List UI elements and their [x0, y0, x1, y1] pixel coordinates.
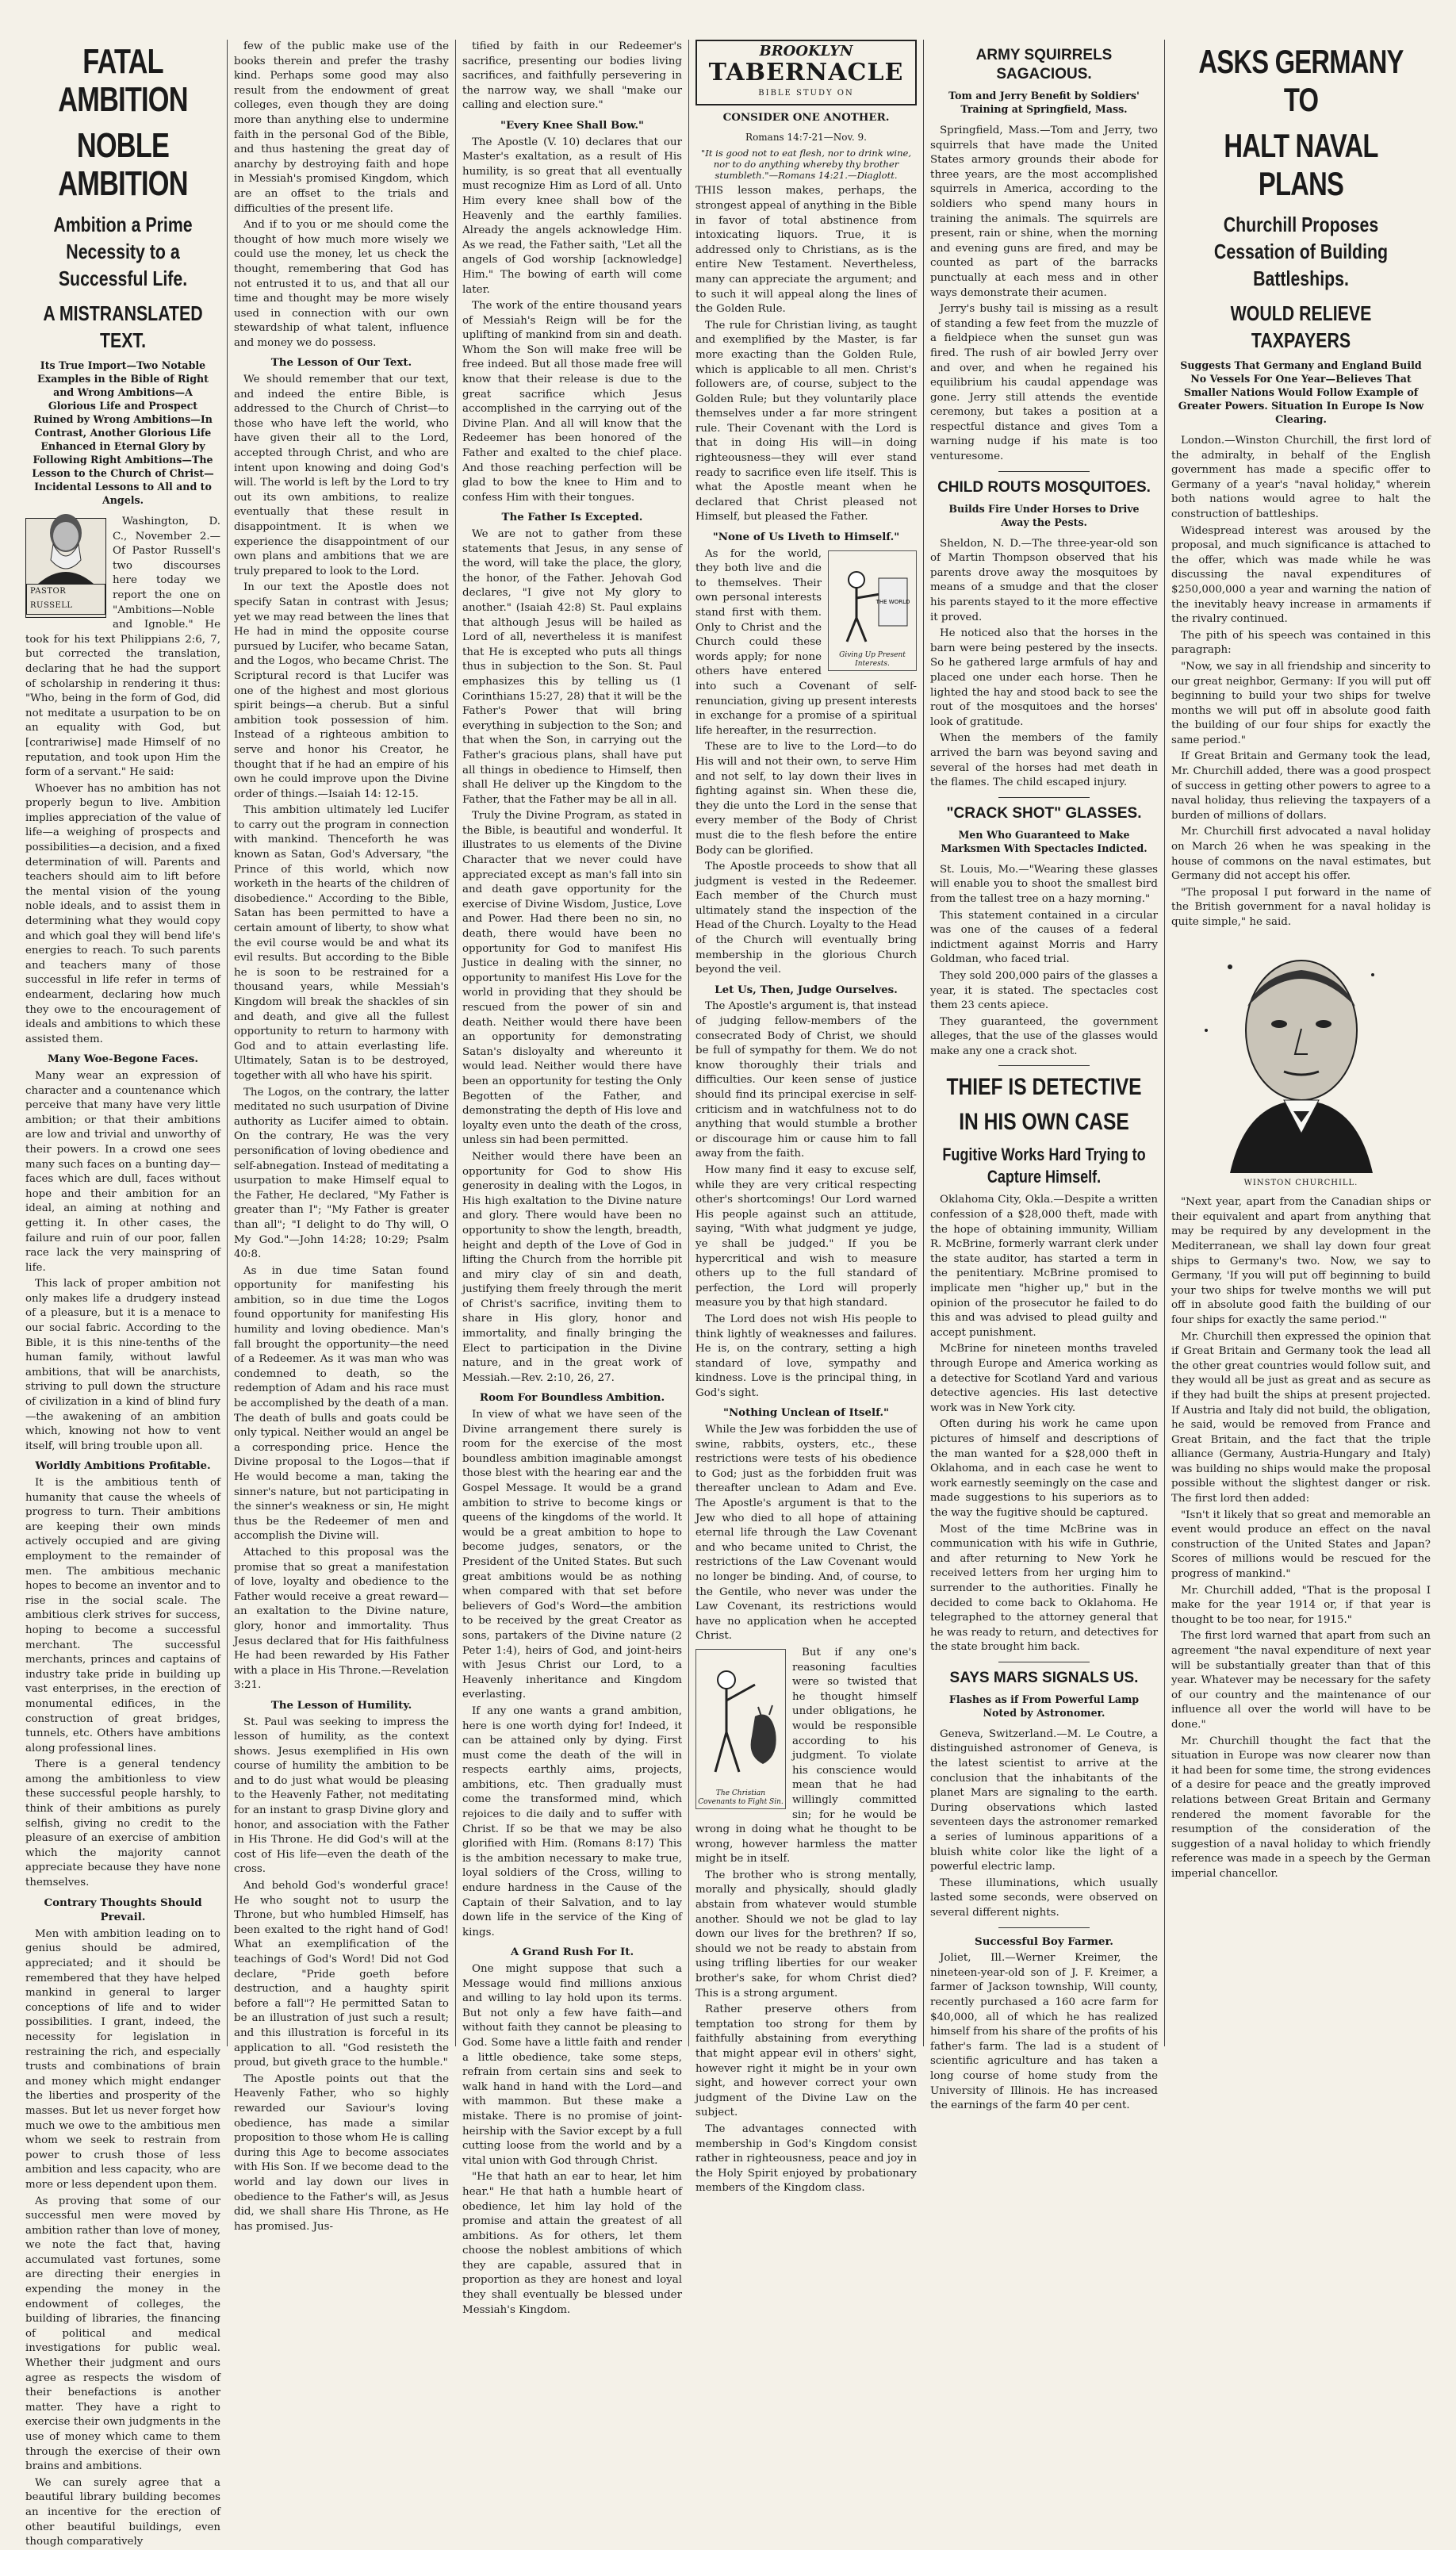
- headline-own-case: IN HIS OWN CASE: [959, 1109, 1129, 1136]
- column-5: [923, 40, 1164, 2112]
- paragraph: This ambition ultimately led Lucifer to carry out the program in connection with mankind. Thenceforth he was known as Satan, God's Adversary, "the Prince of this world, which now worketh in the hearts of the children of disobedience." According to the Bible, Satan has been permitted to have a certain amount of liberty, to show what the evil course would be and what its evil results. But according to the Bible he is soon to be restrained for a thousand years, while Messiah's Kingdom will break the shackles of sin and death, and give all the fullest opportunity to return to harmony with God and to attain everlasting life. Ultimately, Satan is to be destroyed, together with all who have his spirit.: [234, 804, 449, 1082]
- paragraph: St. Paul was seeking to impress the lesson of humility, as the context shows. Jesus exemplified in His own course of humility the ambition to be and to do just what would be pleasing to the Heavenly Father, not meditating for an instant to grasp Divine glory and honor, and association with the Father in His Throne. He did God's will at the cost of His life—even the death of the cross.: [234, 1716, 449, 1876]
- paragraph: While the Jew was forbidden the use of swine, rabbits, oysters, etc., these restrictions were tests of his obedience to God; just as the forbidden fruit was thereafter unclean to Adam and Eve. The Apostle's argument is that to the Jew who died to all hope of attaining eternal life through the Law Covenant and who became united to Christ, the restrictions of the Law Covenant would no longer be binding. And, of course, to the Gentile, who never was under the Law Covenant, its restrictions would have no application when he accepted Christ.: [695, 1424, 917, 1643]
- paragraph: As proving that some of our successful men were moved by ambition rather than love of money, we note the fact that, having accumulated vast fortunes, some are directing their energies in expending the money in the endowment of colleges, the building of libraries, the financing of political and medical investigations for public weal. Whether their judgment and ours agree as respects the wisdom of their benefactions is another matter. They have a right to exercise their own judgments in the use of money which came to them through the exercise of their own brains and ambitions.: [25, 2195, 220, 2473]
- subhead-ambition: Ambition a Prime Necessity to a Successful Life.: [53, 213, 193, 290]
- section-heading: Worldly Ambitions Profitable.: [35, 1459, 211, 1473]
- paragraph: These are to live to the Lord—to do His will and not their own, to serve Him and not self, to lay down their lives in fighting against sin. When these die, they die unto the Lord in the sense that every member of the Body of Christ must die to the flesh before the entire Body can be glorified.: [695, 741, 917, 857]
- paragraph: The Lord does not wish His people to think lightly of weaknesses and failures. He is, on the contrary, setting a high standard of love, sympathy and kindness. Love is the principal thing, in God's sight.: [695, 1313, 917, 1399]
- paragraph: THIS lesson makes, perhaps, the strongest appeal of anything in the Bible in favor of total abstinence from intoxicating liquors. True, it is addressed only to Christians, as is the entire New Testament. Nevertheless, many can appreciate the argument; and to such it will appeal along the lines of the Golden Rule.: [695, 185, 917, 316]
- section-heading: The Father Is Excepted.: [501, 511, 643, 524]
- paragraph: As for the world, they both live and die to themselves. Their own personal interests stand first with them. Only to Christ and the Church could these words apply; for none others have entered into such a Covenant of self-renunciation, giving up present interests in exchange for a promise of a spiritual life hereafter, in the resurrection.: [695, 547, 917, 737]
- column-4: [688, 40, 923, 2195]
- paragraph: The work of the entire thousand years of Messiah's Reign will be for the uplifting of mankind from sin and death. Whom the Son will make free will be free indeed. But all those made free will know that their release is due to the great sacrifice which Jesus accomplished in the carrying out of the Divine Plan. And all will know that the Redeemer has been honored of the Father and exalted to the chief place. And those reaching perfection will be glad to bow the knee to Him and to confess Him with their tongues.: [462, 300, 682, 504]
- paragraph: The Apostle proceeds to show that all judgment is vested in the Redeemer. Each member of the Church must ultimately stand the inspection of the Head of the Church. Loyalty to the Head of the Church will eventually bring membership in the glorious Church beyond the veil.: [695, 861, 917, 976]
- paragraph: Men with ambition leading on to genius should be admired, appreciated; and it should be remembered that they have helped mankind in general to larger conceptions of life and to wider possibilities. I grant, indeed, the necessity for legislation in restraining the rich, and especially trusts and combinations of brain and money which might endanger the liberties and prosperity of the masses. But let us never forget how much we owe to the ambitious men whom we seek to restrain from power to crush those of less ambition and less capacity, who are more or less dependent upon them.: [25, 1927, 220, 2191]
- paragraph: But if any one's reasoning faculties were so twisted that he thought himself under obligations, he would be responsible according to his judgment. To violate his conscience would mean that he had willingly committed sin; for he would be wrong in doing what he thought to be wrong, however harmless the matter might be in itself.: [695, 1646, 917, 1866]
- article-deck: Suggests That Germany and England Build No Vessels For One Year—Believes That Smaller Nations Would Follow Example of Greater Powers. Situation In Europe Is Now Clearing.: [1178, 359, 1424, 425]
- masthead-tabernacle: TABERNACLE: [708, 58, 904, 86]
- paragraph: Neither would there have been an opportunity for God to show His generosity in dealing with the Logos, in His high exaltation to the Divine nature and glory. There would have been no opportunity to show the length, breadth, height and depth of the Love of God in lifting the Church from the horrible pit and miry clay of sin and death, justifying them freely through the merit of Christ's sacrifice, inviting them to share in His glory, honor and immortality, and finally bringing the Elect to participation in the Divine nature, and in the great work of Messiah.—Rev. 2:10, 26, 27.: [462, 1150, 682, 1384]
- section-heading: A Grand Rush For It.: [510, 1946, 634, 1959]
- paragraph: Springfield, Mass.—Tom and Jerry, two squirrels that have made the United States armory grounds their abode for three years, are the most accomplished squirrels in America, according to the soldiers who spend many hours in training the animals. The squirrels are present, rain or shine, when the morning and evening guns are fired, and may be counted as part of the barracks punctually at each mess and in other ways demonstrate their acumen.: [930, 125, 1158, 299]
- section-heading: "None of Us Liveth to Himself.": [712, 531, 900, 544]
- cartoon-world-label: THE WORLD: [876, 598, 910, 605]
- paragraph: Washington, D. C., November 2.—Of Pastor Russell's two discourses here today we report the one on "Ambitions—Noble and Ignoble." He took for his text Philippians 2:6, 7, but corrected the translation, declaring that he had the support of scholarship in rendering it thus: "Who, being in the form of God, did not meditate a usurpation to be on an equality with God, but [contrariwise] made Himself of no reputation, and took upon Him the form of a servant." He said:: [25, 516, 220, 779]
- paragraph: They sold 200,000 pairs of the glasses a year, it is stated. The spectacles cost them 23 cents apiece.: [930, 969, 1158, 1012]
- cartoon-caption: Giving Up Present Interests.: [839, 650, 906, 668]
- fight-sin-cartoon: [695, 1649, 786, 1809]
- subhead-relieve-taxpayers: WOULD RELIEVE TAXPAYERS: [1230, 301, 1372, 352]
- paragraph: We can surely agree that a beautiful library building becomes an incentive for the erection of other beautiful buildings, even though comparatively: [25, 2476, 220, 2548]
- paragraph: There is a general tendency among the ambitionless to view these successful people harshly, to think of their ambitions as purely selfish, giving no credit to the pleasure of an exercise of ambition which the majority cannot appreciate because they have none themselves.: [25, 1758, 220, 1889]
- subhead-fugitive: Fugitive Works Hard Trying to Capture Himself.: [942, 1145, 1146, 1187]
- paragraph: One might suppose that such a Message would find millions anxious and willing to lay hold upon its terms. But not only a few have faith—and without faith they cannot be pleasing to God. Some have a little faith and render a little obedience, take some steps, refrain from certain sins and seek to walk hand in hand with the Lord—and with mammon. But these make a mistake. There is no promise of joint-heirship with the Savior except by a full cutting loose from the world and by a vital union with God through Christ.: [462, 1963, 682, 2167]
- divider: [998, 1065, 1090, 1066]
- section-heading: The Lesson of Our Text.: [270, 356, 412, 370]
- paragraph: The first lord warned that apart from such an agreement "the naval expenditure of next year will be substantially greater than that of this year. Whatever may be necessary for the safety of our country and the maintenance of our influence all over the world will have to be done.": [1171, 1630, 1431, 1731]
- lesson-title: CONSIDER ONE ANOTHER.: [722, 111, 890, 125]
- paragraph: We are not to gather from these statements that Jesus, in any sense of the word, will take the place, the glory, the honor, of the Father. Jehovah God declares, "I give not My glory to another." (Isaiah 42:8) St. Paul explains that although Jesus will be hailed as Lord of all, nevertheless it is manifest that He is excepted who puts all things thus in subjection to the Son. St. Paul emphasizes this by telling us (1 Corinthians 15:27, 28) that it will be the Father's Power that will bring everything in subjection to the Son; and that when the Son, in carrying out the Father's gracious plans, shall have put all things in obedience to Himself, then shall He deliver up the Kingdom to the Father, that the Father may be all in all.: [462, 528, 682, 806]
- tabernacle-masthead: [695, 40, 917, 105]
- deck: Builds Fire Under Horses to Drive Away the Pests.: [948, 502, 1140, 528]
- section-heading: Contrary Thoughts Should Prevail.: [44, 1896, 202, 1924]
- column-1: [19, 40, 227, 2548]
- paragraph: When the members of the family arrived the barn was beyond saving and several of the horses had met death in the flames. The child escaped injury.: [930, 732, 1158, 789]
- paragraph: This statement contained in a circular was one of the causes of a federal indictment against Morris and Harry Goldman, who faced trial.: [930, 909, 1158, 966]
- paragraph: How many find it easy to excuse self, while they are very critical respecting other's shortcomings! Our Lord warned His people against such an attitude, saying, "With what judgment ye judge, ye shall be judged." If you be hypercritical and wish to measure others up to the full standard of perfection, the Lord will properly measure you by that high standard.: [695, 1164, 917, 1310]
- paragraph: As in due time Satan found opportunity for manifesting his ambition, so in due time the Logos found opportunity for manifesting His humility and loving obedience. Man's fall brought the opportunity—the need of a Redeemer. As it was man who was condemned to death, so the redemption of Adam and his race must be accomplished by the death of a man. The death of bulls and goats could be only typical. Neither would an angel be a corresponding price. Hence the Divine proposal to the Logos—that if He would become a man, taking the sinner's nature, but not participating in the sinner's weakness or sin, He might thus be the Redeemer of men and accomplish the Divine will.: [234, 1264, 449, 1543]
- paragraph: The rule for Christian living, as taught and exemplified by the Master, is far more exacting than the Golden Rule, which is applicable to all men. Christ's followers are, of course, subject to the Golden Rule; but they voluntarily place themselves under a far more stringent rule. Their Covenant with the Lord is that in doing His will—in doing righteousness—they will ever stand ready to sacrifice even life itself. This is what the Apostle meant when he declared that Christ pleased not Himself, but pleased the Father.: [695, 319, 917, 523]
- paragraph: Many wear an expression of character and a countenance which perceive that many have very little ambition; or that their ambitions are low and trivial and unworthy of their powers. In a crowd one sees many such faces on a bunting day—faces which are dull, faces without hope and their ambition for an ideal, an aiming at nothing and getting it. In other cases, the failure and ruin of our poor, fallen race lack the very mainspring of life.: [25, 1069, 220, 1274]
- portrait-caption: PASTOR RUSSELL: [26, 584, 105, 615]
- lesson-reference: Romans 14:7-21—Nov. 9.: [745, 131, 867, 143]
- divider: [998, 797, 1090, 798]
- portrait-illustration: [1182, 935, 1420, 1173]
- headline-crack-shot: "CRACK SHOT" GLASSES.: [946, 804, 1142, 822]
- paragraph: Geneva, Switzerland.—M. Le Coutre, a distinguished astronomer of Geneva, is the latest scientist to arrive at the conclusion that the inhabitants of the planet Mars are signaling to the earth. During observations which lasted seventeen days the astronomer remarked a series of luminous apparitions of a bluish white color like the light of a powerful electric lamp.: [930, 1727, 1158, 1873]
- paragraph: The pith of his speech was contained in this paragraph:: [1171, 629, 1431, 657]
- paragraph: The Logos, on the contrary, the latter meditated no such usurpation of Divine authority as Lucifer aimed to obtain. On the contrary, He was the very personification of loving obedience and self-abnegation. Instead of meditating a usurpation to make Himself equal to the Father, He declared, "My Father is greater than I"; "My Father is greater than all"; "I delight to do Thy will, O My God."—John 14:28; 10:29; Psalm 40:8.: [234, 1086, 449, 1261]
- article-deck: Its True Import—Two Notable Examples in the Bible of Right and Wrong Ambitions—A Glorious Life and Prospect Ruined by Wrong Ambitions—In Contrast, Another Glorious Life Enhanced in Eternal Glory by Following Right Ambitions—The Lesson to the Church of Christ—Incidental Lessons to All and to Angels.: [32, 359, 214, 506]
- paragraph: He noticed also that the horses in the barn were being pestered by the insects. So he gathered large armfuls of hay and placed one under each horse. Then he lighted the hay and stood back to see the rout of the mosquitoes and the horses' look of gratitude.: [930, 627, 1158, 728]
- paragraph: These illuminations, which usually lasted some seconds, were observed on several different nights.: [930, 1877, 1158, 1919]
- paragraph: Joliet, Ill.—Werner Kreimer, the nineteen-year-old son of J. F. Kreimer, a farmer of Jackson township, Will county, recently purchased a 160 acre farm for $40,000, all of which he has realized himself from his share of the profits of his father's farm. The lad is a student of scientific agriculture and has taken a long course of home study from the University of Illinois. He has increased the earnings of the farm 40 per cent.: [930, 1952, 1158, 2112]
- deck: Tom and Jerry Benefit by Soldiers' Training at Springfield, Mass.: [948, 90, 1140, 115]
- section-heading: Many Woe-Begone Faces.: [47, 1053, 198, 1066]
- paragraph: Mr. Churchill first advocated a naval holiday on March 26 when he was speaking in the house of commons on the naval estimates, but Germany did not accept his offer.: [1171, 826, 1431, 883]
- paragraph: St. Louis, Mo.—"Wearing these glasses will enable you to shoot the smallest bird from the tallest tree on a hazy morning.": [930, 863, 1158, 905]
- cartoon-caption: The Christian Covenants to Fight Sin.: [698, 1789, 784, 1806]
- paragraph: The Apostle points out that the Heavenly Father, who so highly rewarded our Saviour's loving obedience, has made a similar proposition to those whom He is calling during this Age to become associates with His Son. If we become dead to the world and lay down our lives in obedience to the Father's will, as Jesus did, we shall share His Throne, as He has promised. Jus-: [234, 2073, 449, 2233]
- headline-army-squirrels: ARMY SQUIRRELS SAGACIOUS.: [975, 47, 1113, 82]
- paragraph: The brother who is strong mentally, morally and physically, should gladly abstain from whatever would stumble another. Should we not be glad to lay down our lives for the brethren? If so, should we not be ready to abstain from using trifling liberties for our weaker brother's sake, for whom Christ died? This is a strong argument.: [695, 1869, 917, 2000]
- divider: [998, 471, 1090, 472]
- paragraph: Mr. Churchill then expressed the opinion that if Great Britain and Germany took the lead all the other great countries would follow suit, and they would all be just as great and as secure as if they had built the ships at present projected. If Austria and Italy did not build, the obligation, he said, would be removed from France and Great Britain, and the fact that the triple alliance (Germany, Austria-Hungary and Italy) was building no ships would make the proposal possible without the slightest danger or risk. The first lord then added:: [1171, 1330, 1431, 1505]
- headline-noble-ambition: NOBLE AMBITION: [58, 126, 188, 203]
- paragraph: The Apostle's argument is, that instead of judging fellow-members of the consecrated Body of Christ, we should be full of sympathy for them. We do not know thoroughly their trials and difficulties. Our keen sense of justice should find its principal exercise in self-criticism and in watchfulness not to do anything that would stumble a brother or discourage him or cause him to fall away from the faith.: [695, 1000, 917, 1160]
- masthead-brooklyn: BROOKLYN: [759, 43, 853, 59]
- cartoon-illustration: [833, 562, 912, 650]
- headline-child-mosquitoes: CHILD ROUTS MOSQUITOES.: [937, 478, 1151, 496]
- giving-up-interests-cartoon: [828, 550, 917, 671]
- section-heading: Room For Boundless Ambition.: [479, 1391, 665, 1405]
- paragraph: This lack of proper ambition not only makes life a drudgery instead of a pleasure, but it is a menace to our social fabric. According to the Bible, it is this nine-tenths of the human family, without lawful ambitions, that will be anarchists, striving to pull down the structure of civilization in a kind of blind fury—the awakening of an ambition which, knowing not how to vent itself, will bring trouble upon all.: [25, 1278, 220, 1452]
- paragraph: "Isn't it likely that so great and memorable an event would produce an effect on the naval construction of the United States and Japan? Scores of millions would be rescued for the progress of mankind.": [1171, 1509, 1431, 1581]
- paragraph: Truly the Divine Program, as stated in the Bible, is beautiful and wonderful. It illustrates to us elements of the Divine Character that we never could have appreciated except as man's fall into sin and death gave opportunity for the exercise of Divine Wisdom, Justice, Love and Power. Had there been no sin, no death, there would have been no opportunity for God to manifest His Justice in dealing with the sinner, no opportunity to manifest His Love for the world in providing that they should be rescued from the power of sin and death. Neither would there have been an opportunity for demonstrating Satan's disloyalty and whereunto it would lead. Neither would there have been an opportunity for testing the Only Begotten of the Father, and demonstrating the depth of His love and loyalty even unto the death of the cross, unless sin had been permitted.: [462, 810, 682, 1147]
- paragraph: McBrine for nineteen months traveled through Europe and America working as a detective for Scotland Yard and various detective agencies. His last detective work was in New York city.: [930, 1343, 1158, 1414]
- portrait-illustration: [30, 504, 102, 584]
- paragraph: "He that hath an ear to hear, let him hear." He that hath a humble heart of obedience, let him lay hold of the promise and attain the greatest of all ambitions. As for others, let them choose the noblest ambitions of which they are capable, assured that in proportion as they are honest and loyal they shall eventually be blessed under Messiah's Kingdom.: [462, 2171, 682, 2316]
- paragraph: In view of what we have seen of the Divine arrangement there surely is room for the exercise of the most boundless ambition imaginable amongst those blest with the hearing ear and the Gospel Message. It would be a grand ambition to strive to become kings or queens of the kingdoms of the world. It would be a great ambition to hope to become judges, senators, or the President of the United States. But such great ambitions would be as nothing when compared with that set before believers of God's Word—the ambition to be received by the great Creator as sons, partakers of the Divine nature (2 Peter 1:4), heirs of God, and joint-heirs with Jesus Christ our Lord, to a Heavenly inheritance and Kingdom everlasting.: [462, 1409, 682, 1701]
- section-heading: "Every Knee Shall Bow.": [500, 118, 645, 132]
- portrait-caption: WINSTON CHURCHILL.: [1243, 1178, 1358, 1187]
- paragraph: If any one wants a grand ambition, here is one worth dying for! Indeed, it can be attained only by dying. First must come the death of the will in respects earthly aims, projects, ambitions, etc. Then gradually must come the transformed mind, which rejoices to die daily and to suffer with Christ. If so be that we may be also glorified with Him. (Romans 8:17) This is the ambition necessary to make true, loyal soldiers of the Cross, willing to endure hardness in the Cause of the Captain of their Salvation, and to lay down life in the service of the King of kings.: [462, 1704, 682, 1938]
- lesson-quote: "It is good not to eat flesh, nor to drink wine, nor to do anything whereby thy brother stumbleth."—Romans 14:21.—Diaglott.: [700, 148, 912, 182]
- column-6: [1164, 40, 1437, 2046]
- paragraph: Jerry's bushy tail is missing as a result of standing a few feet from the muzzle of a fieldpiece when the sunset gun was fired. The rush of air bowled Jerry over and over, and when he regained his equilibrium his caudal appendage was gone. Jerry still attends the eventide ceremony, but takes a position at a respectful distance and gives Tom a warning nudge if his mate is too venturesome.: [930, 303, 1158, 463]
- divider: [998, 1927, 1090, 1928]
- headline-halt-naval: HALT NAVAL PLANS: [1224, 127, 1378, 202]
- deck: Men Who Guaranteed to Make Marksmen With Spectacles Indicted.: [941, 828, 1148, 854]
- subhead-churchill-proposes: Churchill Proposes Cessation of Building Battleships.: [1213, 213, 1389, 290]
- subhead-mistranslated: A MISTRANSLATED TEXT.: [43, 301, 203, 352]
- masthead-bible-study: BIBLE STUDY ON: [758, 88, 854, 98]
- paragraph: Whoever has no ambition has not properly begun to live. Ambition implies appreciation of the value of life—a weighing of prospects and possibilities—a decision, and a fixed determination of will. Parents and teachers should aim to lift before the mental vision of the young noble ideals, and to assist them in determining what they would copy and which goal they will bend life's energies to reach. To such parents and teachers many of those successful in life refer in terms of endearment, declaring how much they owe to the encouragement of ideals and ambitions to which these assisted them.: [25, 782, 220, 1045]
- paragraph: Most of the time McBrine was in communication with his wife in Guthrie, and after returning to New York he received letters from her urging him to surrender to the authorities. Finally he decided to come back to Oklahoma. He telegraphed to the attorney general that he was ready to return, and detectives for the state brought him back.: [930, 1523, 1158, 1654]
- paragraph: "The proposal I put forward in the name of the British government for a naval holiday is quite simple," he said.: [1171, 886, 1431, 928]
- paragraph: Attached to this proposal was the promise that so great a manifestation of love, loyalty and obedience to the Father would receive a great reward—an exaltation to the Divine nature, glory, honor and immortality. Thus Jesus declared that for His faithfulness He had been rewarded by His Father with a place in His Throne.—Revelation 3:21.: [234, 1546, 449, 1692]
- column-2: [227, 40, 455, 2233]
- headline-asks-germany: ASKS GERMANY TO: [1198, 43, 1404, 118]
- paragraph: The Apostle (V. 10) declares that our Master's exaltation, as a result of His humility, is so great that all eventually must recognize Him as Lord of all. Unto Him every knee shall bow of the Heavenly and the earthly families. Already the angels acknowledge Him. As we read, the Father saith, "Let all the angels of God worship [acknowledge] Him." The bowing of earth will come later.: [462, 136, 682, 296]
- section-heading: "Nothing Unclean of Itself.": [722, 1406, 890, 1420]
- cartoon-illustration: [699, 1661, 782, 1788]
- paragraph: And if to you or me should come the thought of how much more wisely we could use the money, let us check the thought, remembering that God has not entrusted it to us, and that all our time and thought may be more wisely used in connection with our own stewardship of what talent, influence and money we do possess.: [234, 219, 449, 349]
- churchill-portrait: [1171, 935, 1431, 1173]
- headline-thief-detective: THIEF IS DETECTIVE: [946, 1074, 1142, 1101]
- paragraph: Widespread interest was aroused by the proposal, and much significance is attached to the offer, which was made while he was discussing the naval expenditures of $250,000,000 a year and warning the nation of the inevitably heavy increase in armaments if the rivalry continued.: [1171, 524, 1431, 626]
- paragraph: We should remember that our text, and indeed the entire Bible, is addressed to the Church of Christ—to those who have left the world, who have given their all to the Lord, accepted through Christ, and who are intent upon knowing and doing God's will. The world is left by the Lord to try out its own ambitions, to realize eventually that these result in disappointment. It is when we experience the disappointment of our own plans and ambitions that we are truly prepared to look to the Lord.: [234, 374, 449, 577]
- section-heading: The Lesson of Humility.: [270, 1698, 412, 1712]
- paragraph: They guaranteed, the government alleges, that the use of the glasses would make any one a crack shot.: [930, 1015, 1158, 1057]
- section-heading: Let Us, Then, Judge Ourselves.: [715, 983, 898, 996]
- headline-boy-farmer: Successful Boy Farmer.: [975, 1935, 1113, 1948]
- paragraph: If Great Britain and Germany took the lead, Mr. Churchill added, there was a good prospect of success in getting other powers to agree to a naval holiday, thus relieving the taxpayers of a burden of millions of dollars.: [1171, 750, 1431, 822]
- deck: Flashes as if From Powerful Lamp Noted by Astronomer.: [948, 1693, 1140, 1719]
- paragraph: London.—Winston Churchill, the first lord of the admiralty, in behalf of the English government has made a specific offer to Germany of a year's "naval holiday," wherein both nations would agree to halt the construction of battleships.: [1171, 435, 1431, 520]
- paragraph: "Now, we say in all friendship and sincerity to our great neighbor, Germany: If you will put off beginning to build your two ships for twelve months we will put off in absolute good faith the building of our four ships for exactly the same period.": [1171, 660, 1431, 746]
- paragraph: Mr. Churchill thought the fact that the situation in Europe was now clearer now than it had been for some time, the strong evidences of a desire for peace and the greatly improved relations between Great Britain and Germany rendered the moment favorable for the resumption of the consideration of the suggestion of a naval holiday to which friendly reference was made in a speech by the German imperial chancellor.: [1171, 1735, 1431, 1880]
- paragraph: Rather preserve others from temptation too strong for them by faithfully abstaining from everything that might appear evil in others' sight, however right it might be in your own sight, and however correct your own judgment of the Divine Law on the subject.: [695, 2004, 917, 2119]
- paragraph: Oklahoma City, Okla.—Despite a written confession of a $28,000 theft, made with the hope of obtaining immunity, William R. McBrine, formerly warrant clerk under the state auditor, has started a term in the penitentiary. McBrine promised to implicate men "higher up," but in the opinion of the prosecutor he failed to do this and was advised to plead guilty and accept punishment.: [930, 1194, 1158, 1339]
- paragraph: Often during his work he came upon pictures of himself and descriptions of the man wanted for a $28,000 theft in Oklahoma, and in each case he went to work earnestly seemingly on the case and made suggestions to his superiors as to the way the fugitive should be captured.: [930, 1418, 1158, 1519]
- paragraph: tified by faith in our Redeemer's sacrifice, presenting our bodies living sacrifices, and faithfully persevering in the narrow way, we shall "make our calling and election sure.": [462, 40, 682, 112]
- paragraph: Sheldon, N. D.—The three-year-old son of Martin Thompson observed that his parents drove away the mosquitoes by means of a smudge and that the closer his parents stayed to it the more effective it proved.: [930, 537, 1158, 623]
- column-3: [455, 40, 688, 2316]
- pastor-russell-portrait: [25, 518, 106, 618]
- paragraph: "Next year, apart from the Canadian ships or their equivalent and apart from anything that may be required by any development in the Mediterranean, we shall lay down four great ships to Germany's two. Now, we say to Germany, 'If you will put off beginning to build your two ships for twelve months we will put off in absolute good faith the building of our four ships for exactly the same period.'": [1171, 1196, 1431, 1326]
- paragraph: And behold God's wonderful grace! He who sought not to usurp the Throne, but who humbled Himself, has been exalted to the right hand of God! What an exemplification of the teachings of God's Word! Did not God declare, "Pride goeth before destruction, and a haughty spirit before a fall"? He permitted Satan to be an illustration of just such a result; and this illustration is forceful in its application to all. "God resisteth the proud, but giveth grace to the humble.": [234, 1880, 449, 2069]
- paragraph: In our text the Apostle does not specify Satan in contrast with Jesus; yet we may read between the lines that He had in mind the opposite course pursued by Lucifer, who became Satan, and the Logos, who became Christ. The Scriptural record is that Lucifer was one of the highest and most glorious spirit beings—a cherub. But a sinful ambition took possession of him. Instead of a righteous ambition to serve and honor his Creator, he thought that if he had an empire of his own he could improve upon the Divine order of things.—Isaiah 14: 12-15.: [234, 581, 449, 800]
- paragraph: Mr. Churchill added, "That is the proposal I make for the year 1914 or, if that year is thought to be too near, for 1915.": [1171, 1584, 1431, 1626]
- paragraph: few of the public make use of the books therein and prefer the trashy kind. Perhaps some good may also result from the endowment of great colleges, even though they are doing more than anything else to undermine faith in the personal God of the Bible, and thus hastening the great day of anarchy by destroying faith and hope in Messiah's promised Kingdom, which are an offset to the trials and difficulties of the present life.: [234, 40, 449, 215]
- headline-mars-signals: SAYS MARS SIGNALS US.: [949, 1669, 1139, 1686]
- headline-fatal-ambition: FATAL AMBITION: [58, 42, 188, 119]
- paragraph: It is the ambitious tenth of humanity that cause the wheels of progress to turn. Their ambitions are keeping their own minds actively occupied and are giving employment to the remainder of men. The ambitious mechanic hopes to become an inventor and to rise in the social scale. The ambitious clerk strives for success, hoping to become a successful merchant. The successful merchants, princes and captains of industry take pride in building up vast enterprises, in the erection of monumental edifices, in the construction of great bridges, tunnels, etc. Others have ambitions along professional lines.: [25, 1477, 220, 1754]
- paragraph: The advantages connected with membership in God's Kingdom consist rather in righteousness, peace and joy in the Holy Spirit enjoyed by probationary members of the Kingdom class.: [695, 2122, 917, 2195]
